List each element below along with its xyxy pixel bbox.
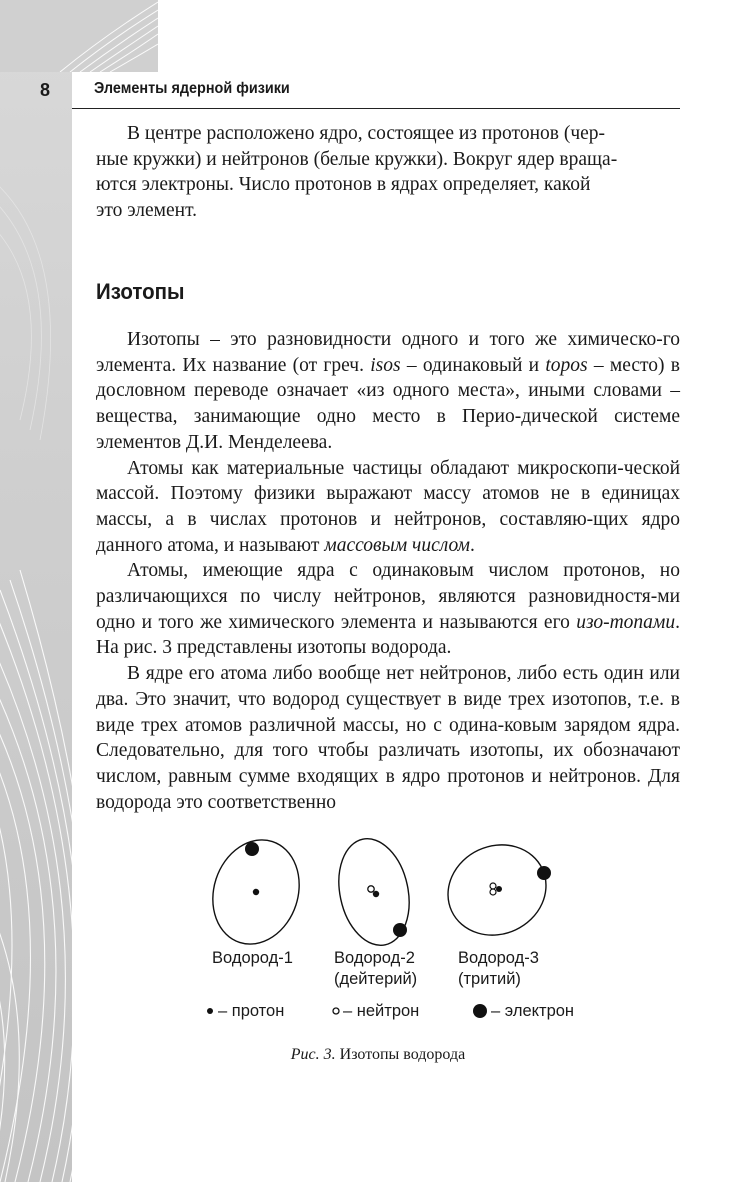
label-hydrogen-2: Водород-2: [334, 949, 415, 967]
wave-pattern-icon: [0, 0, 158, 72]
decorative-top-block: [0, 0, 158, 72]
label-hydrogen-1: Водород-1: [212, 949, 293, 967]
page-number: 8: [40, 80, 51, 100]
intro-line: ются электроны. Число протонов в ядрах определяет, какой: [96, 174, 591, 196]
proton-icon: [207, 1008, 213, 1014]
legend-proton: – протон: [218, 1002, 285, 1020]
neutron-icon: [368, 886, 374, 892]
paragraph-isotopes-hydrogen: Атомы, имеющие ядра с одинаковым числом протонов, но различающихся по числу нейтронов, являются разновидностя-ми одно и того же химического элемента и называются его изо-топами. На рис. 3 представлены изотопы водорода.: [96, 560, 680, 659]
proton-icon: [253, 889, 259, 895]
running-title: Элементы ядерной физики: [94, 80, 290, 97]
proton-icon: [496, 886, 502, 892]
neutron-icon: [490, 889, 496, 895]
neutron-icon: [333, 1008, 339, 1014]
paragraph-mass-number: Атомы как материальные частицы обладают микроскопи-ческой массой. Поэтому физики выражают массу атомов не в единицах массы, а в числах протонов и нейтронов, составляю-щих ядро данного атома, и называют массовым числом.: [96, 457, 680, 556]
legend-neutron: – нейтрон: [343, 1002, 420, 1020]
neutron-icon: [490, 883, 496, 889]
proton-icon: [373, 891, 379, 897]
label-hydrogen-3: Водород-3: [458, 949, 539, 967]
hydrogen-isotopes-figure: [190, 828, 610, 1038]
decorative-side-band: [0, 0, 72, 1182]
label-deuterium: (дейтерий): [334, 970, 418, 988]
label-tritium: (тритий): [458, 970, 521, 988]
electron-icon: [537, 866, 551, 880]
electron-icon: [393, 923, 407, 937]
swirl-pattern-icon: [0, 0, 72, 1182]
section-heading: Изотопы: [96, 279, 185, 304]
intro-line: это элемент.: [96, 200, 198, 222]
atom-hydrogen-2: [330, 832, 419, 952]
paragraph-nucleus: В ядре его атома либо вообще нет нейтронов, либо есть один или два. Это значит, что водород существует в виде трех изотопов, т.е. в виде трех атомов различной массы, но с одина-ковым зарядом ядра. Следовательно, для того чтобы различать изотопы, их обозначают числом, равным сумме входящих в ядро протонов и нейтронов. Для водорода это соответственно: [96, 663, 680, 813]
intro-line: ные кружки) и нейтронов (белые кружки). Вокруг ядер враща-: [96, 148, 618, 170]
paragraph-isotopes-definition: Изотопы – это разновидности одного и того же химическо-го элемента. Их название (от греч. isos – одинаковый и topos – место) в дословном переводе означает «из одного места», иными словами – вещества, занимающие одно место в Перио-дической системе элементов Д.И. Менделеева.: [96, 329, 680, 453]
body-text: [96, 327, 680, 815]
figure-caption: Рис. 3. Изотопы водорода: [290, 1046, 466, 1063]
intro-paragraph: [96, 121, 680, 224]
electron-icon: [245, 842, 259, 856]
atom-hydrogen-3: [433, 829, 561, 951]
electron-icon: [473, 1004, 487, 1018]
header-divider: [72, 108, 680, 109]
atom-diagrams: [190, 828, 610, 968]
atom-hydrogen-1: [200, 829, 313, 956]
intro-line: В центре расположено ядро, состоящее из протонов (чер-: [127, 123, 606, 144]
legend-electron: – электрон: [491, 1002, 575, 1020]
